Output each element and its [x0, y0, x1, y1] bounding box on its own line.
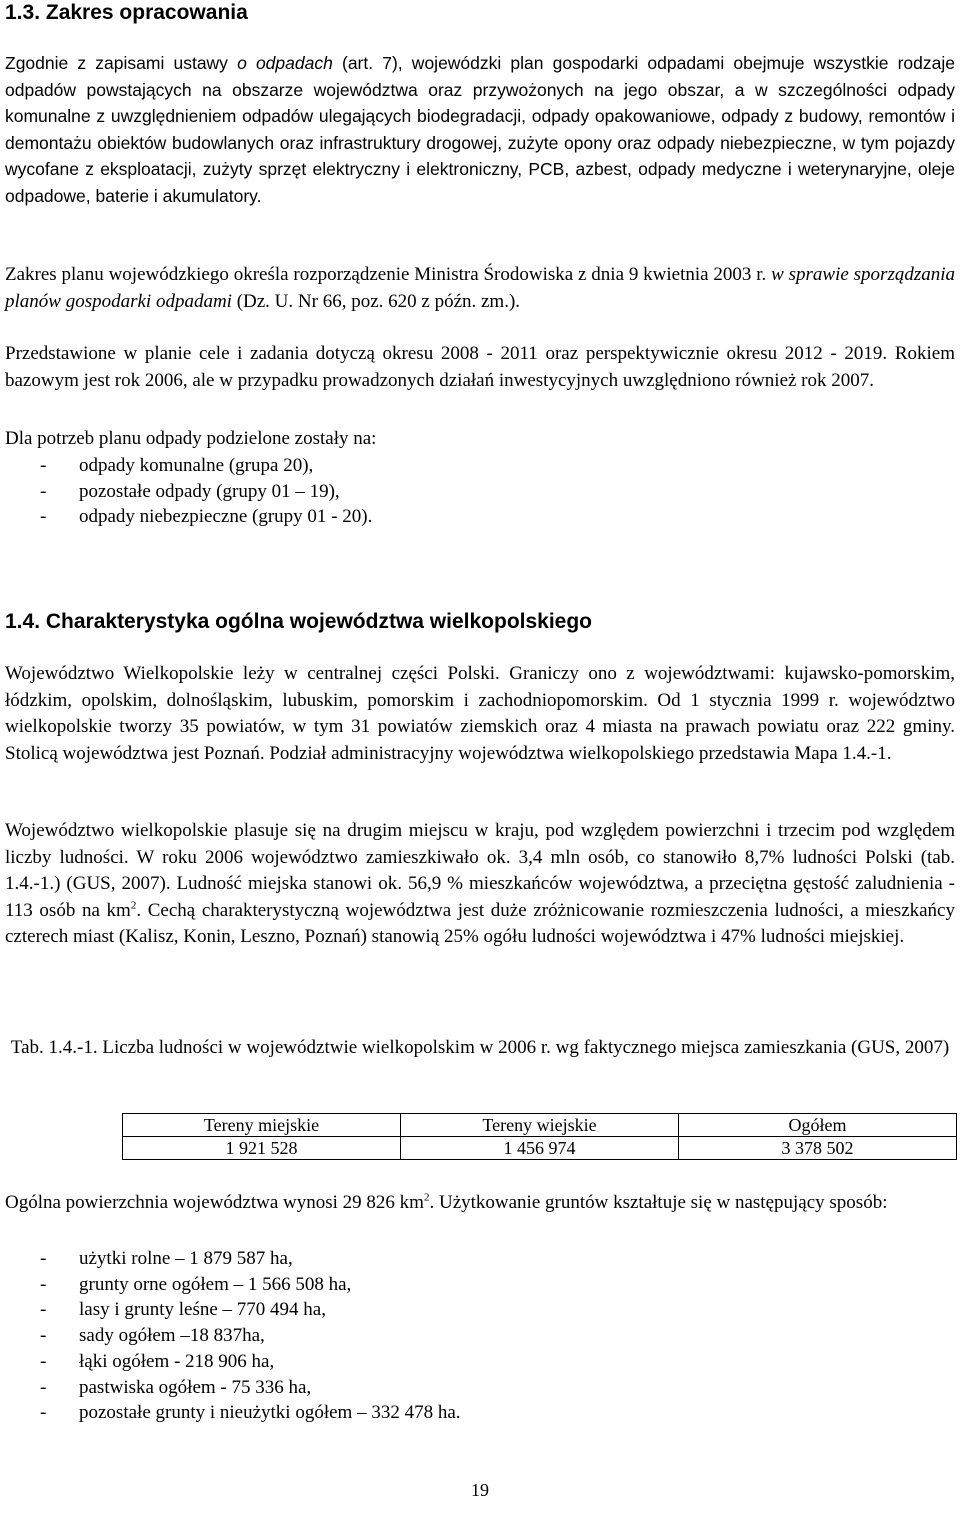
paragraph-land-use — [5, 1190, 955, 1217]
list-item: - pozostałe odpady (grupy 01 – 19), — [5, 479, 372, 505]
table-header-cell: Tereny wiejskie — [401, 1114, 679, 1137]
page-number: 19 — [471, 1480, 489, 1500]
text-run: Ogólna powierzchnia województwa wynosi 29 826 km — [5, 1192, 424, 1213]
list-item: - sady ogółem –18 837ha, — [5, 1323, 461, 1349]
text-run: . Cechą charakterystyczną województwa jest duże zróżnicowanie rozmieszczenia ludności, a mieszkańcy czterech miast (Kalisz, Konin, Leszno, Poznań) stanowią 25% ogółu ludności województwa i 47% ludności miejskiej. — [5, 899, 955, 948]
list-item: - grunty orne ogółem – 1 566 508 ha, — [5, 1272, 461, 1298]
italic-regulation-title: w sprawie sporządzania planów gospodarki odpadami — [5, 264, 956, 312]
paragraph-plan-period: Przedstawione w planie cele i zadania dotyczą okresu 2008 - 2011 oraz perspektywicznie okresu 2012 - 2019. Rokiem bazowym jest rok 2006, ale w przypadku prowadzonych działań inwestycyjnych uwzględniono również rok 2007. — [5, 343, 955, 391]
table-row — [123, 1137, 957, 1160]
paragraph-population — [5, 818, 955, 951]
paragraph-regulation — [5, 262, 955, 315]
superscript: 2 — [130, 899, 137, 912]
list-item: - odpady komunalne (grupa 20), — [5, 453, 372, 479]
list-item: - pastwiska ogółem - 75 336 ha, — [5, 1375, 461, 1401]
superscript: 2 — [423, 1191, 430, 1204]
text-run: (art. 7), wojewódzki plan gospodarki odpadami obejmuje wszystkie rodzaje odpadów powstających na obszarze województwa oraz przywożonych na jego obszar, a w szczególności odpady komunalne z uwzględnieniem odpadów ulegających biodegradacji, odpady opakowaniowe, odpady z budowy, remontów i demontażu obiektów budowlanych oraz infrastruktury drogowej, zużyte opony oraz odpady niebezpieczne, w tym pojazdy wycofane z eksploatacji, zużyty sprzęt elektryczny i elektroniczny, PCB, azbest, odpady medyczne i weterynaryjne, oleje odpadowe, baterie i akumulatory. — [5, 53, 955, 206]
table-cell: 3 378 502 — [679, 1137, 957, 1160]
section-heading-1-4: 1.4. Charakterystyka ogólna województwa wielkopolskiego — [5, 610, 593, 633]
list-item: - lasy i grunty leśne – 770 494 ha, — [5, 1297, 461, 1323]
population-table — [122, 1113, 957, 1160]
list-item: - użytki rolne – 1 879 587 ha, — [5, 1246, 461, 1272]
land-use-list — [5, 1246, 461, 1426]
text-run: (Dz. U. Nr 66, poz. 620 z późn. zm.). — [231, 290, 521, 312]
table-header-row — [123, 1114, 957, 1137]
waste-groups-list — [5, 453, 372, 530]
table-header-cell: Ogółem — [679, 1114, 957, 1137]
list-item: - łąki ogółem - 218 906 ha, — [5, 1349, 461, 1375]
text-run: . Użytkowanie gruntów kształtuje się w następujący sposób: — [429, 1192, 888, 1213]
paragraph-region-overview: Województwo Wielkopolskie leży w centralnej części Polski. Graniczy ono z województwami: kujawsko-pomorskim, łódzkim, opolskim, dolnośląskim, lubuskim, pomorskim i zachodniopomorskim. Od 1 stycznia 1999 r. województwo wielkopolskie tworzy 35 powiatów, w tym 31 powiatów ziemskich oraz 4 miasta na prawach powiatu oraz 222 gminy. Stolicą województwa jest Poznań. Podział administracyjny województwa wielkopolskiego przedstawia Mapa 1.4.-1. — [5, 663, 955, 764]
text-run: Zakres planu wojewódzkiego określa rozporządzenie Ministra Środowiska z dnia 9 kwietnia 2003 r. — [5, 264, 772, 285]
text-run: Województwo wielkopolskie plasuje się na drugim miejscu w kraju, pod względem powierzchni i trzecim pod względem liczby ludności. W roku 2006 województwo zamieszkiwało ok. 3,4 mln osób, co stanowiło 8,7% ludności Polski (tab. 1.4.-1.) (GUS, 2007). Ludność miejska stanowi ok. 56,9 % mieszkańców województwa, a przeciętna gęstość zaludnienia - 113 osób na km — [5, 820, 955, 921]
table-caption: Tab. 1.4.-1. Liczba ludności w województwie wielkopolskim w 2006 r. wg faktycznego miejsca zamieszkania (GUS, 2007) — [10, 1037, 950, 1058]
list-item: - odpady niebezpieczne (grupy 01 - 20). — [5, 504, 372, 530]
text-run: Zgodnie z zapisami ustawy — [5, 53, 238, 73]
paragraph-scope-intro — [5, 50, 955, 210]
list-item: - pozostałe grunty i nieużytki ogółem – 332 478 ha. — [5, 1400, 461, 1426]
table-cell: 1 456 974 — [401, 1137, 679, 1160]
paragraph-waste-division: Dla potrzeb planu odpady podzielone zostały na: — [5, 428, 377, 449]
italic-act-title: o odpadach — [237, 53, 333, 73]
table-header-cell: Tereny miejskie — [123, 1114, 401, 1137]
table-cell: 1 921 528 — [123, 1137, 401, 1160]
section-heading-1-3: 1.3. Zakres opracowania — [5, 1, 248, 24]
